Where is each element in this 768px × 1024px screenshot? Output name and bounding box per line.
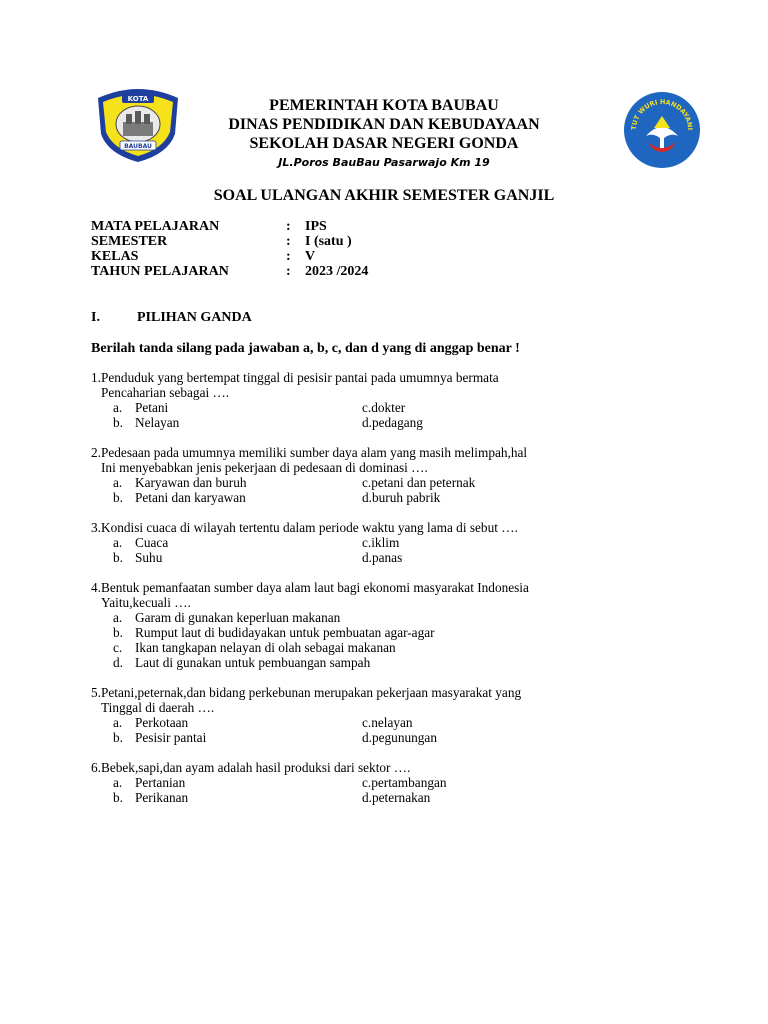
info-colon: :	[286, 234, 291, 249]
info-colon: :	[286, 219, 291, 234]
question-item	[91, 685, 621, 745]
info-label: TAHUN PELAJARAN	[91, 264, 229, 279]
option-text-right: c.dokter	[362, 400, 406, 415]
option-text: Laut di gunakan untuk pembuangan sampah	[135, 655, 371, 670]
option-text-right: d.pedagang	[362, 415, 423, 430]
section-number: I.	[91, 310, 100, 325]
info-row	[91, 234, 491, 249]
logo-left-bottom-text: BAUBAU	[124, 143, 152, 150]
answer-option-row	[91, 640, 621, 655]
answer-option-row	[91, 535, 621, 550]
question-text: 1.Penduduk yang bertempat tinggal di pesisir pantai pada umumnya bermata	[91, 370, 499, 385]
option-text: Garam di gunakan keperluan makanan	[135, 610, 341, 625]
info-colon: :	[286, 264, 291, 279]
info-colon: :	[286, 249, 291, 264]
option-letter: b.	[113, 550, 123, 565]
option-text: Suhu	[135, 550, 163, 565]
section-name: PILIHAN GANDA	[137, 310, 252, 325]
answer-option-row	[91, 790, 621, 805]
option-text: Ikan tangkapan nelayan di olah sebagai makanan	[135, 640, 396, 655]
question-item	[91, 760, 621, 805]
answer-option-row	[91, 730, 621, 745]
instruction-text: Berilah tanda silang pada jawaban a, b, c, dan d yang di anggap benar !	[91, 341, 520, 356]
option-text-right: d.pegunungan	[362, 730, 437, 745]
exam-info	[91, 219, 491, 279]
answer-option-row	[91, 625, 621, 640]
info-value: 2023 /2024	[305, 264, 369, 279]
info-row	[91, 249, 491, 264]
question-text: 3.Kondisi cuaca di wilayah tertentu dalam periode waktu yang lama di sebut ….	[91, 520, 518, 535]
info-label: MATA PELAJARAN	[91, 219, 220, 234]
option-letter: b.	[113, 730, 123, 745]
info-value: IPS	[305, 219, 327, 234]
option-text: Pesisir pantai	[135, 730, 207, 745]
school-address: JL.Poros BauBau Pasarwajo Km 19	[278, 156, 490, 169]
answer-option-row	[91, 550, 621, 565]
exam-title: SOAL ULANGAN AKHIR SEMESTER GANJIL	[213, 187, 555, 204]
option-letter: a.	[113, 400, 123, 415]
option-letter: b.	[113, 415, 123, 430]
option-text: Perkotaan	[135, 715, 189, 730]
logo-left-top-text: KOTA	[127, 95, 149, 103]
letterhead-text	[200, 96, 568, 171]
answer-option-row	[91, 610, 621, 625]
answer-option-row	[91, 715, 621, 730]
question-text: 6.Bebek,sapi,dan ayam adalah hasil produksi dari sektor ….	[91, 760, 411, 775]
option-letter: a.	[113, 475, 123, 490]
option-letter: c.	[113, 640, 123, 655]
answer-option-row	[91, 490, 621, 505]
answer-option-row	[91, 475, 621, 490]
option-text: Rumput laut di budidayakan untuk pembuatan agar-agar	[135, 625, 435, 640]
question-item	[91, 445, 621, 505]
option-text: Pertanian	[135, 775, 186, 790]
question-text: 5.Petani,peternak,dan bidang perkebunan merupakan pekerjaan masyarakat yang	[91, 685, 522, 700]
option-letter: d.	[113, 655, 123, 670]
government-line: PEMERINTAH KOTA BAUBAU	[269, 97, 499, 114]
info-label: SEMESTER	[91, 234, 168, 249]
option-letter: a.	[113, 535, 123, 550]
info-row	[91, 219, 491, 234]
option-text: Cuaca	[135, 535, 169, 550]
info-value: I (satu )	[305, 234, 352, 249]
option-text-right: d.panas	[362, 550, 403, 565]
option-text: Petani	[135, 400, 169, 415]
option-text: Petani dan karyawan	[135, 490, 246, 505]
answer-option-row	[91, 400, 621, 415]
option-letter: a.	[113, 610, 123, 625]
answer-option-row	[91, 655, 621, 670]
question-text: Pencaharian sebagai ….	[101, 385, 230, 400]
option-text: Karyawan dan buruh	[135, 475, 247, 490]
option-letter: b.	[113, 790, 123, 805]
question-list	[91, 370, 621, 820]
option-text-right: d.peternakan	[362, 790, 431, 805]
question-text: Yaitu,kecuali ….	[101, 595, 191, 610]
info-row	[91, 264, 491, 279]
option-letter: a.	[113, 715, 123, 730]
question-item	[91, 370, 621, 430]
tut-wuri-handayani-logo	[622, 90, 702, 170]
info-label: KELAS	[91, 249, 139, 264]
option-letter: b.	[113, 625, 123, 640]
answer-option-row	[91, 775, 621, 790]
letterhead	[0, 80, 768, 170]
option-text-right: c.nelayan	[362, 715, 413, 730]
option-text: Nelayan	[135, 415, 180, 430]
option-text-right: c.petani dan peternak	[362, 475, 476, 490]
question-item	[91, 580, 621, 670]
question-item	[91, 520, 621, 565]
school-line: SEKOLAH DASAR NEGERI GONDA	[249, 135, 519, 152]
option-text-right: c.pertambangan	[362, 775, 447, 790]
question-text: 2.Pedesaan pada umumnya memiliki sumber daya alam yang masih melimpah,hal	[91, 445, 528, 460]
info-value: V	[305, 249, 316, 264]
question-text: Tinggal di daerah ….	[101, 700, 215, 715]
question-text: Ini menyebabkan jenis pekerjaan di pedesaan di dominasi ….	[101, 460, 428, 475]
option-letter: b.	[113, 490, 123, 505]
baubau-city-logo	[93, 84, 183, 164]
answer-option-row	[91, 415, 621, 430]
option-letter: a.	[113, 775, 123, 790]
department-line: DINAS PENDIDIKAN DAN KEBUDAYAAN	[228, 116, 540, 133]
option-text-right: c.iklim	[362, 535, 400, 550]
option-text-right: d.buruh pabrik	[362, 490, 441, 505]
logo-right-text: TUT WURI HANDAYANI	[629, 97, 695, 131]
question-text: 4.Bentuk pemanfaatan sumber daya alam laut bagi ekonomi masyarakat Indonesia	[91, 580, 529, 595]
option-text: Perikanan	[135, 790, 189, 805]
